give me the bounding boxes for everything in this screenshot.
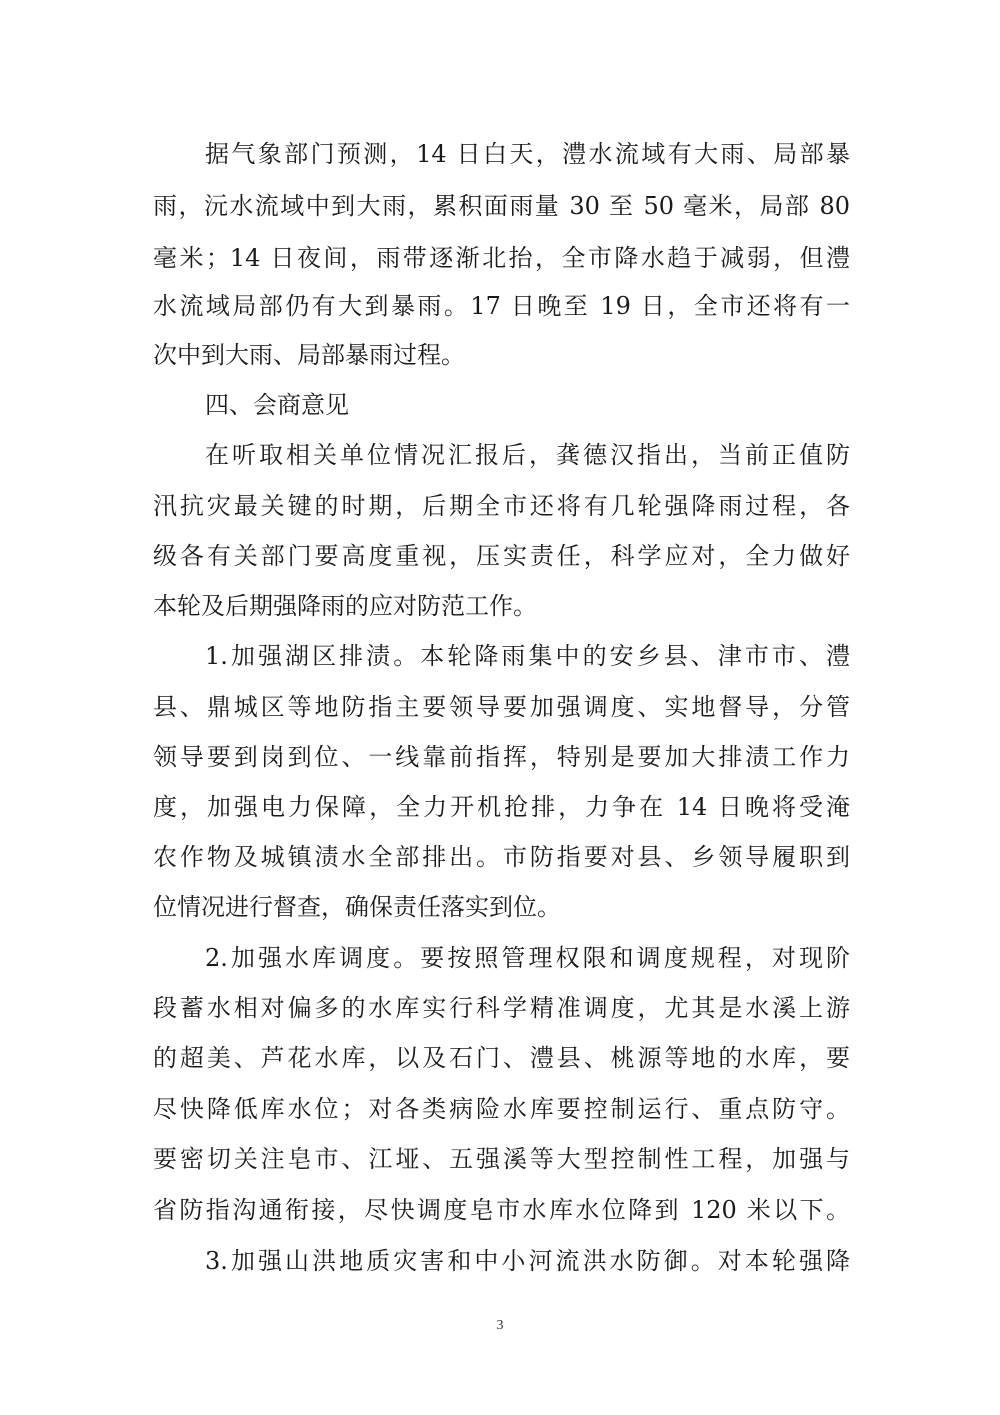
paragraph-line: 水流域局部仍有大到暴雨。17 日晚至 19 日，全市还将有一 [153,292,850,320]
paragraph-line: 要密切关注皂市、江垭、五强溪等大型控制性工程，加强与 [153,1145,850,1173]
paragraph-line: 毫米；14 日夜间，雨带逐渐北抬，全市降水趋于减弱，但澧 [153,244,850,272]
paragraph-line: 省防指沟通衔接，尽快调度皂市水库水位降到 120 米以下。 [153,1196,850,1224]
paragraph-line: 2.加强水库调度。要按照管理权限和调度规程，对现阶 [205,944,850,972]
paragraph-line: 3.加强山洪地质灾害和中小河流洪水防御。对本轮强降 [205,1247,850,1275]
paragraph-line: 度，加强电力保障，全力开机抢排，力争在 14 日晚将受淹 [153,793,850,821]
paragraph-line: 汛抗灾最关键的时期，后期全市还将有几轮强降雨过程，各 [153,492,850,520]
paragraph-line: 段蓄水相对偏多的水库实行科学精准调度，尤其是水溪上游 [153,994,850,1022]
paragraph-line: 1.加强湖区排渍。本轮降雨集中的安乡县、津市市、澧 [205,642,850,670]
section-heading: 四、会商意见 [205,391,349,419]
paragraph-line: 位情况进行督查，确保责任落实到位。 [153,893,561,921]
paragraph-line: 次中到大雨、局部暴雨过程。 [153,341,465,369]
paragraph-line: 在听取相关单位情况汇报后，龚德汉指出，当前正值防 [205,441,850,469]
paragraph-line: 本轮及后期强降雨的应对防范工作。 [153,592,537,620]
paragraph-line: 的超美、芦花水库，以及石门、澧县、桃源等地的水库，要 [153,1044,850,1072]
paragraph-line: 据气象部门预测，14 日白天，澧水流域有大雨、局部暴 [205,140,850,168]
paragraph-line: 县、鼎城区等地防指主要领导要加强调度、实地督导，分管 [153,693,850,721]
paragraph-line: 级各有关部门要高度重视，压实责任，科学应对，全力做好 [153,542,850,570]
paragraph-line: 领导要到岗到位、一线靠前指挥，特别是要加大排渍工作力 [153,743,850,771]
paragraph-line: 农作物及城镇渍水全部排出。市防指要对县、乡领导履职到 [153,843,850,871]
paragraph-line: 尽快降低库水位；对各类病险水库要控制运行、重点防守。 [153,1095,850,1123]
paragraph-line: 雨，沅水流域中到大雨，累积面雨量 30 至 50 毫米，局部 80 [153,192,850,220]
page-number: 3 [496,1318,504,1333]
